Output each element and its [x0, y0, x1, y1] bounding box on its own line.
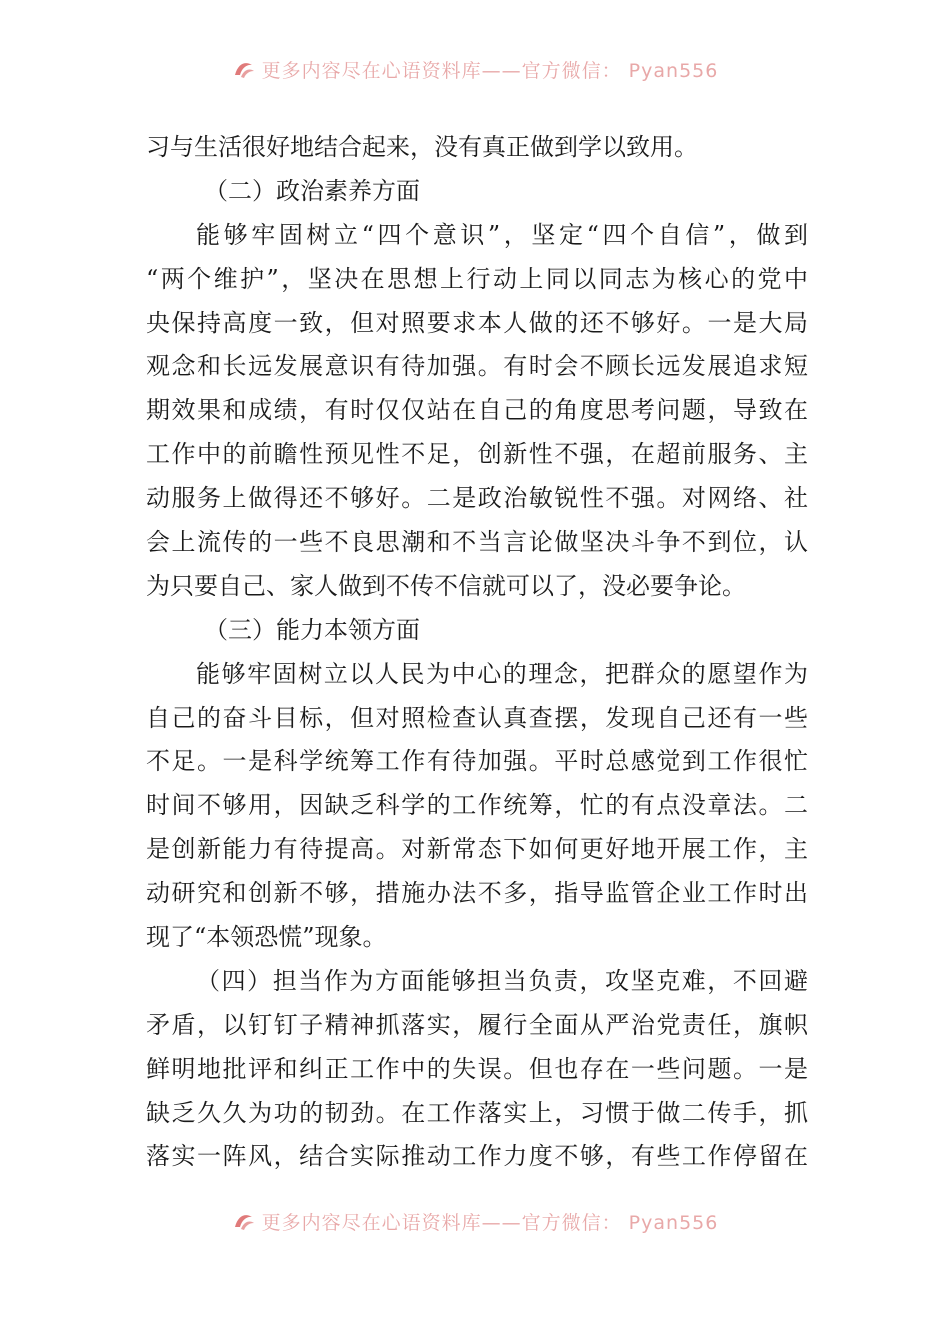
- logo-icon: [232, 1211, 256, 1233]
- text-line: 习与生活很好地结合起来，没有真正做到学以致用。: [146, 133, 698, 161]
- text-line: 能够牢固树立以人民为中心的理念，把群众的愿望作为: [196, 659, 808, 688]
- text-line: 现了“本领恐慌”现象。: [146, 923, 387, 952]
- section-heading: （三）能力本领方面: [204, 615, 420, 644]
- watermark-text: 更多内容尽在心语资料库——官方微信： Pyan556: [261, 1212, 719, 1234]
- logo-icon: [232, 59, 256, 81]
- watermark-bottom: [0, 1208, 950, 1235]
- text-line: （四）担当作为方面能够担当负责，攻坚克难，不回避: [196, 966, 808, 995]
- text-line: 矛盾，以钉钉子精神抓落实，履行全面从严治党责任，旗帜: [146, 1010, 808, 1039]
- text-line: 不足。一是科学统筹工作有待加强。平时总感觉到工作很忙: [146, 747, 808, 776]
- text-line: 央保持高度一致，但对照要求本人做的还不够好。一是大局: [146, 308, 808, 337]
- watermark-text: 更多内容尽在心语资料库——官方微信： Pyan556: [261, 60, 719, 82]
- document-body: [146, 126, 808, 1179]
- section-heading: （二）政治素养方面: [204, 176, 420, 205]
- text-line: 落实一阵风，结合实际推动工作力度不够，有些工作停留在: [146, 1142, 808, 1171]
- text-line: 自己的奋斗目标，但对照检查认真查摆，发现自己还有一些: [146, 703, 808, 732]
- text-line: 会上流传的一些不良思潮和不当言论做坚决斗争不到位，认: [146, 528, 808, 557]
- text-line: 观念和长远发展意识有待加强。有时会不顾长远发展追求短: [146, 352, 808, 381]
- text-line: 期效果和成绩，有时仅仅站在自己的角度思考问题，导致在: [146, 396, 808, 425]
- text-line: 是创新能力有待提高。对新常态下如何更好地开展工作，主: [146, 835, 808, 864]
- text-line: “两个维护”，坚决在思想上行动上同以同志为核心的党中: [146, 264, 808, 293]
- watermark-top: [0, 56, 950, 83]
- text-line: 时间不够用，因缺乏科学的工作统筹，忙的有点没章法。二: [146, 791, 808, 820]
- text-line: 缺乏久久为功的韧劲。在工作落实上，习惯于做二传手，抓: [146, 1098, 808, 1127]
- text-line: 动研究和创新不够，措施办法不多，指导监管企业工作时出: [146, 879, 808, 908]
- text-line: 为只要自己、家人做到不传不信就可以了，没必要争论。: [146, 571, 746, 600]
- text-line: 鲜明地批评和纠正工作中的失误。但也存在一些问题。一是: [146, 1054, 808, 1083]
- text-line: 能够牢固树立“四个意识”，坚定“四个自信”，做到: [196, 220, 808, 249]
- text-line: 工作中的前瞻性预见性不足，创新性不强，在超前服务、主: [146, 440, 808, 469]
- text-line: 动服务上做得还不够好。二是政治敏锐性不强。对网络、社: [146, 484, 808, 513]
